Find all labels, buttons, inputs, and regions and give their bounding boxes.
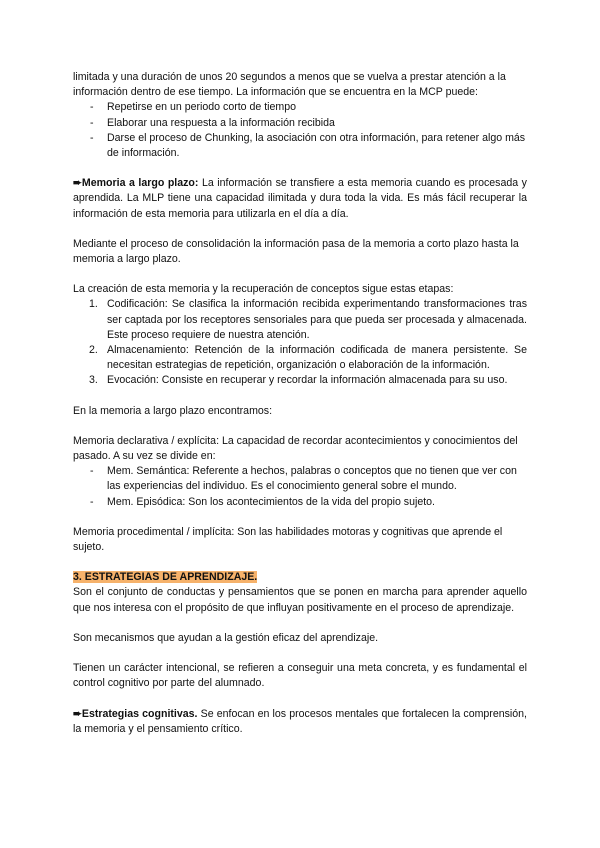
list-item [73,343,527,373]
mlp-paragraph [73,176,527,222]
cognitive-paragraph [73,707,527,737]
procedural-paragraph: Memoria procedimental / implícita: Son las habilidades motoras y cognitivas que aprende el sujeto. [73,525,503,554]
section-3-paragraph-2: Son mecanismos que ayudan a la gestión eficaz del aprendizaje. [73,631,379,644]
list-item: - Repetirse en un periodo corto de tiempo [73,100,527,115]
item-text: Almacenamiento: Retención de la información codificada de manera persistente. Se necesitan estrategias de repetición, organización o elaboración de la información. [107,344,527,372]
mlp-text: La información se transfiere a esta memoria cuando es procesada y aprendida. La MLP tiene una capacidad ilimitada y dura toda la vida. Es más fácil recuperar la información de esta memoria para utilizarla en el día a día. [73,177,527,220]
arrow-icon: ➨ [73,707,82,720]
section-3-heading-line [73,570,527,585]
list-item: - Mem. Semántica: Referente a hechos, palabras o conceptos que no tienen que ver con las experiencias del individuo. Es el conocimiento general sobre el mundo. [73,464,527,494]
item-text: Evocación: Consiste en recuperar y recordar la información almacenada para su uso. [107,374,508,387]
intro-line-1: limitada y una duración de unos 20 segundos a menos que se vuelva a prestar atención a la [73,71,506,83]
item-number: 1. [89,298,98,311]
intro-paragraph [73,70,527,100]
declarative-paragraph: Memoria declarativa / explícita: La capacidad de recordar acontecimientos y conocimientos del pasado. A su vez se divide en: [73,434,518,463]
section-3-paragraph-3: Tienen un carácter intencional, se refieren a conseguir una meta concreta, y es fundamental el control cognitivo por parte del alumnado. [73,662,527,690]
stages-list [73,297,527,388]
long-term-intro: En la memoria a largo plazo encontramos: [73,404,273,417]
item-number: 3. [89,374,98,387]
item-number: 2. [89,344,98,357]
stages-intro: La creación de esta memoria y la recuperación de conceptos sigue estas etapas: [73,283,454,296]
list-item [73,373,527,388]
section-3-heading: 3. ESTRATEGIAS DE APRENDIZAJE. [73,571,258,584]
declarative-list [73,464,527,510]
cognitive-heading: Estrategias cognitivas. [81,707,198,720]
consolidation-paragraph: Mediante el proceso de consolidación la información pasa de la memoria a corto plazo hasta la memoria a largo plazo. [73,237,519,266]
list-item: - Elaborar una respuesta a la información recibida [73,116,527,131]
section-3-paragraph-1: Son el conjunto de conductas y pensamientos que se ponen en marcha para aprender aquello que nos interesa con el propósito de que influyan positivamente en el proceso de aprendizaje. [73,586,527,614]
cognitive-text: Se enfocan en los procesos mentales que fortalecen la comprensión, la memoria y el pensamiento crítico. [73,707,527,735]
intro-line-2: información dentro de ese tiempo. La información que se encuentra en la MCP puede: [73,86,478,99]
list-item: - Darse el proceso de Chunking, la asociación con otra información, para retener algo más de información. [73,131,527,161]
mlp-heading: Memoria a largo plazo: [81,177,199,190]
list-item: - Mem. Episódica: Son los acontecimientos de la vida del propio sujeto. [73,495,527,510]
list-item [73,297,527,343]
mcp-list [73,100,527,161]
document-page [73,70,527,737]
item-text: Codificación: Se clasifica la información recibida experimentando transformaciones tras ser captada por los receptores sensoriales para que pueda ser procesada y almacenada. Este proceso requiere de nuestra atención. [107,298,527,341]
arrow-icon: ➨ [73,177,82,190]
